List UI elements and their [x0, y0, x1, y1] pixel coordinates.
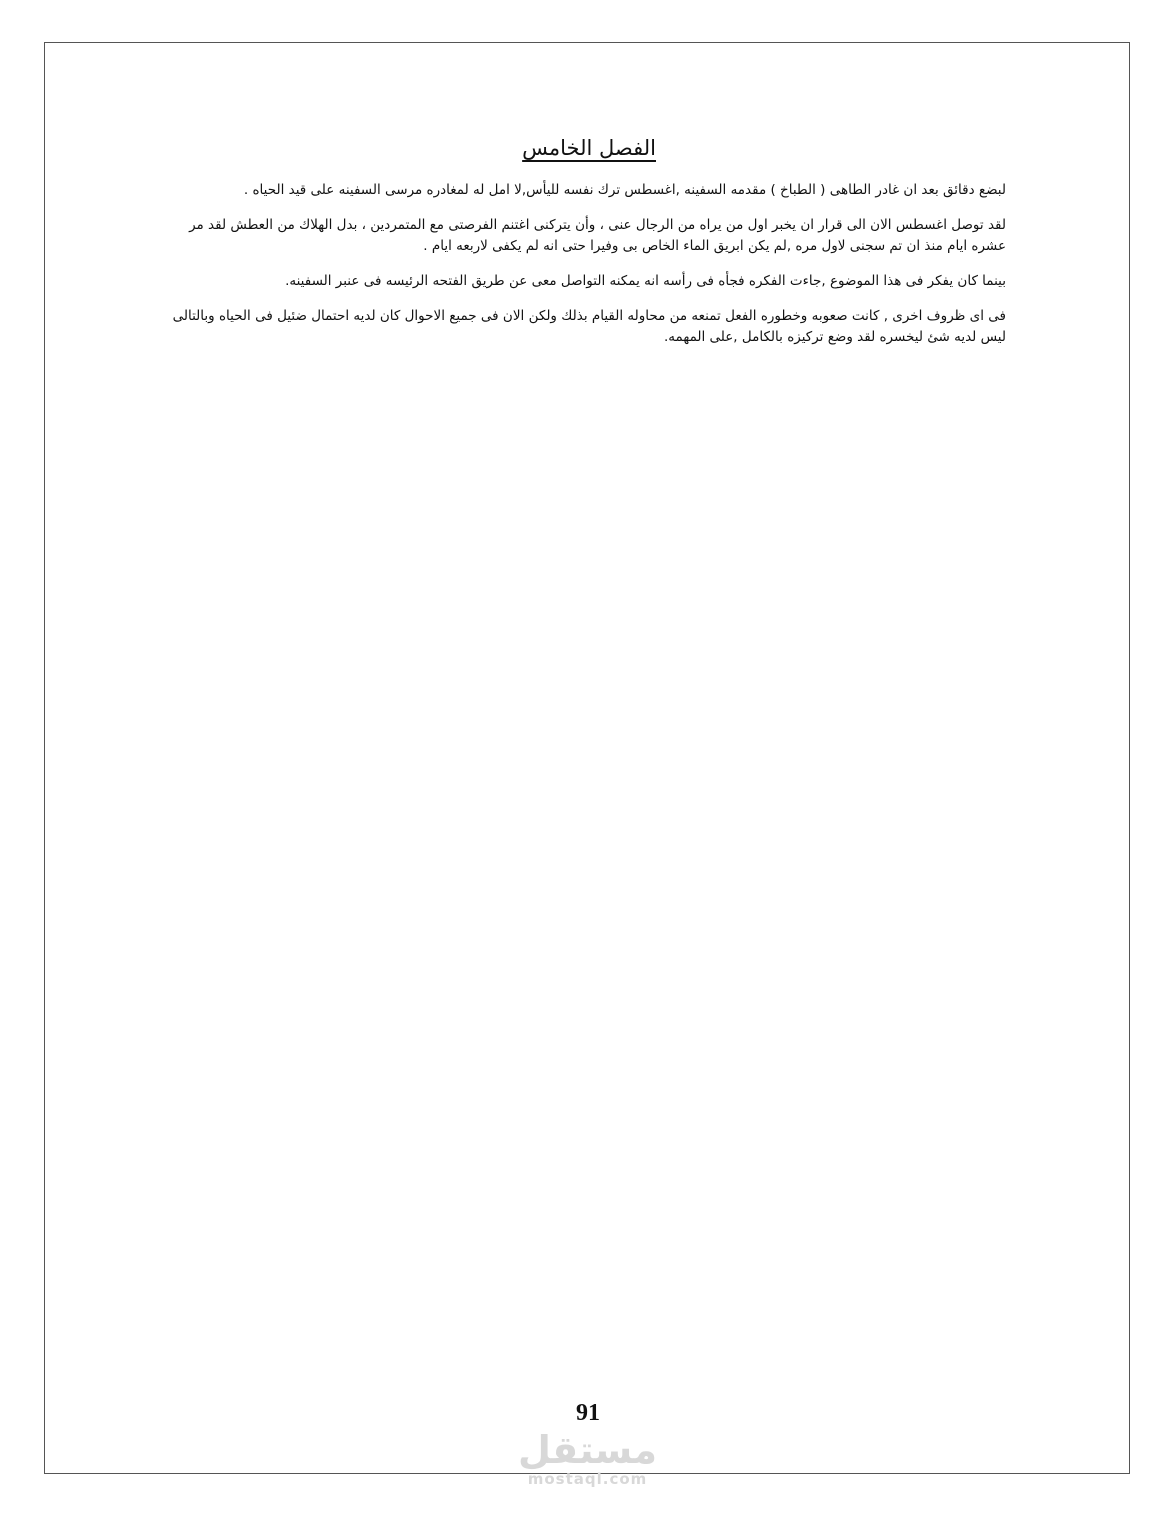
- paragraph-1: لبضع دقائق بعد ان غادر الطاهى ( الطباخ ) مقدمه السفينه ,اغسطس ترك نفسه لليأس,لا امل له لمغادره مرسى السفينه على قيد الحياه .: [243, 182, 1006, 198]
- chapter-body: [170, 180, 1006, 362]
- chapter-title: [180, 132, 656, 164]
- paragraph-2: لقد توصل اغسطس الان الى قرار ان يخبر اول من يراه من الرجال عنى ، وأن يتركنى اغتنم الفرصتى مع المتمردين ، بدل الهلاك من العطش لقد مر عشره ايام منذ ان تم سجنى لاول مره ,لم يكن ابريق الماء الخاص بى وفيرا حتى انه لم يكفى لاربعه ايام .: [189, 217, 1006, 254]
- chapter-title-text: الفصل الخامس: [522, 136, 656, 160]
- paragraph-3: بينما كان يفكر فى هذا الموضوع ,جاءت الفكره فجأه فى رأسه انه يمكنه التواصل معى عن طريق الفتحه الرئيسه فى عنبر السفينه.: [285, 273, 1006, 289]
- page-number: 91: [576, 1400, 600, 1426]
- watermark-arabic-text: مستقل: [518, 1428, 657, 1472]
- watermark-latin-text: mostaql.com: [527, 1470, 648, 1488]
- paragraph-4: فى اى ظروف اخرى , كانت صعوبه وخطوره الفعل تمنعه من محاوله القيام بذلك ولكن الان فى جميع الاحوال كان لديه احتمال ضئيل فى الحياه وبالتالى ليس لديه شئ ليخسره لقد وضع تركيزه بالكامل ,على المهمه.: [172, 308, 1006, 345]
